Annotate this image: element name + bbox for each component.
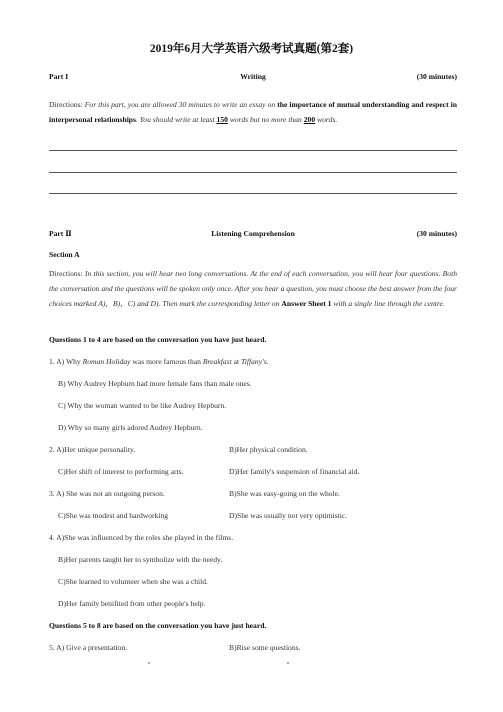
section-heading: Section A [49,250,80,259]
question-4-option-d: D)Her family benifited from other people's help. [58,599,206,608]
question-1-option-c: C) Why the woman wanted to be like Audrey Hepburn. [58,401,227,410]
question-2-option-b: B)Her physical condition. [229,445,308,454]
question-1-option-a: 1. A) Why Roman Holiday was more famous than Breakfast at Tiffany's. [49,357,269,366]
answer-sheet-label: Answer Sheet 1 [281,299,332,308]
min-words: 150 [216,115,228,124]
question-2-option-a: 2. A)Her unique personality. [49,445,136,454]
question-5-option-b: B)Rise some questions. [229,643,301,652]
directions-label: Directions: [49,269,83,278]
question-2-option-c: C)Her shift of interest to performing arts. [58,467,184,476]
scan-speck [287,662,289,664]
part2-label: Part Ⅱ [49,229,72,238]
question-1-option-b: B) Why Audrey Hepburn had more female fans than male ones. [58,379,252,388]
question-group-heading: Questions 1 to 4 are based on the conversation you have just heard. [49,335,267,344]
question-5-option-a: 5. A) Give a presentation. [49,643,128,652]
directions-text-1: In this section, you will hear two long conversations. At the end of each conversation, you will hear four questions. Both the conversation and the questions will be spoken only once. After you hear a question, you must choose the best answer from the four choices marked A)，B)，C) and D). Then mark the corresponding letter on [49,269,457,308]
question-3-option-a: 3. A) She was not an outgoing person. [49,489,165,498]
directions-text-2: . You should write at least [135,115,215,124]
directions-text-2: with a single line through the centre. [333,299,445,308]
directions-text-3: words but no more than [229,115,302,124]
question-4-option-a: 4. A)She was influenced by the roles she played in the films. [49,533,234,542]
writing-line [49,172,457,173]
question-2-option-d: D)Her family's suspension of financial aid. [229,467,360,476]
directions-text-4: words. [317,115,338,124]
part2-directions [49,266,457,311]
part1-directions [49,97,457,127]
directions-label: Directions: [49,100,83,109]
question-3-option-c: C)She was modest and hardworking [58,511,169,520]
question-4-option-b: B)Her parents taught her to symbolize with the needy. [58,555,223,564]
page-title: 2019年6月大学英语六级考试真题(第2套) [149,43,354,55]
max-words: 200 [303,115,316,124]
question-group-heading: Questions 5 to 8 are based on the conversation you have just heard. [49,621,267,630]
scan-speck [148,662,150,664]
question-1-option-d: D) Why so many girls adored Audrey Hepburn. [58,423,203,432]
question-3-option-d: D)She was usually not very optimistic. [229,511,348,520]
part1-name: Writing [240,72,266,81]
writing-line [49,193,457,194]
essay-topic: the importance of mutual understanding and respect in interpersonal relationships [49,100,458,124]
part1-label: Part I [49,72,69,81]
part2-time: (30 minutes) [416,229,457,238]
directions-text-1: For this part, you are allowed 30 minutes to write an essay on [84,100,276,109]
part2-name: Listening Comprehension [211,229,295,238]
question-4-option-c: C)She learned to volunteer when she was a child. [58,577,208,586]
writing-line [49,150,457,151]
part1-time: (30 minutes) [416,72,457,81]
question-3-option-b: B)She was easy-going on the whole. [229,489,340,498]
